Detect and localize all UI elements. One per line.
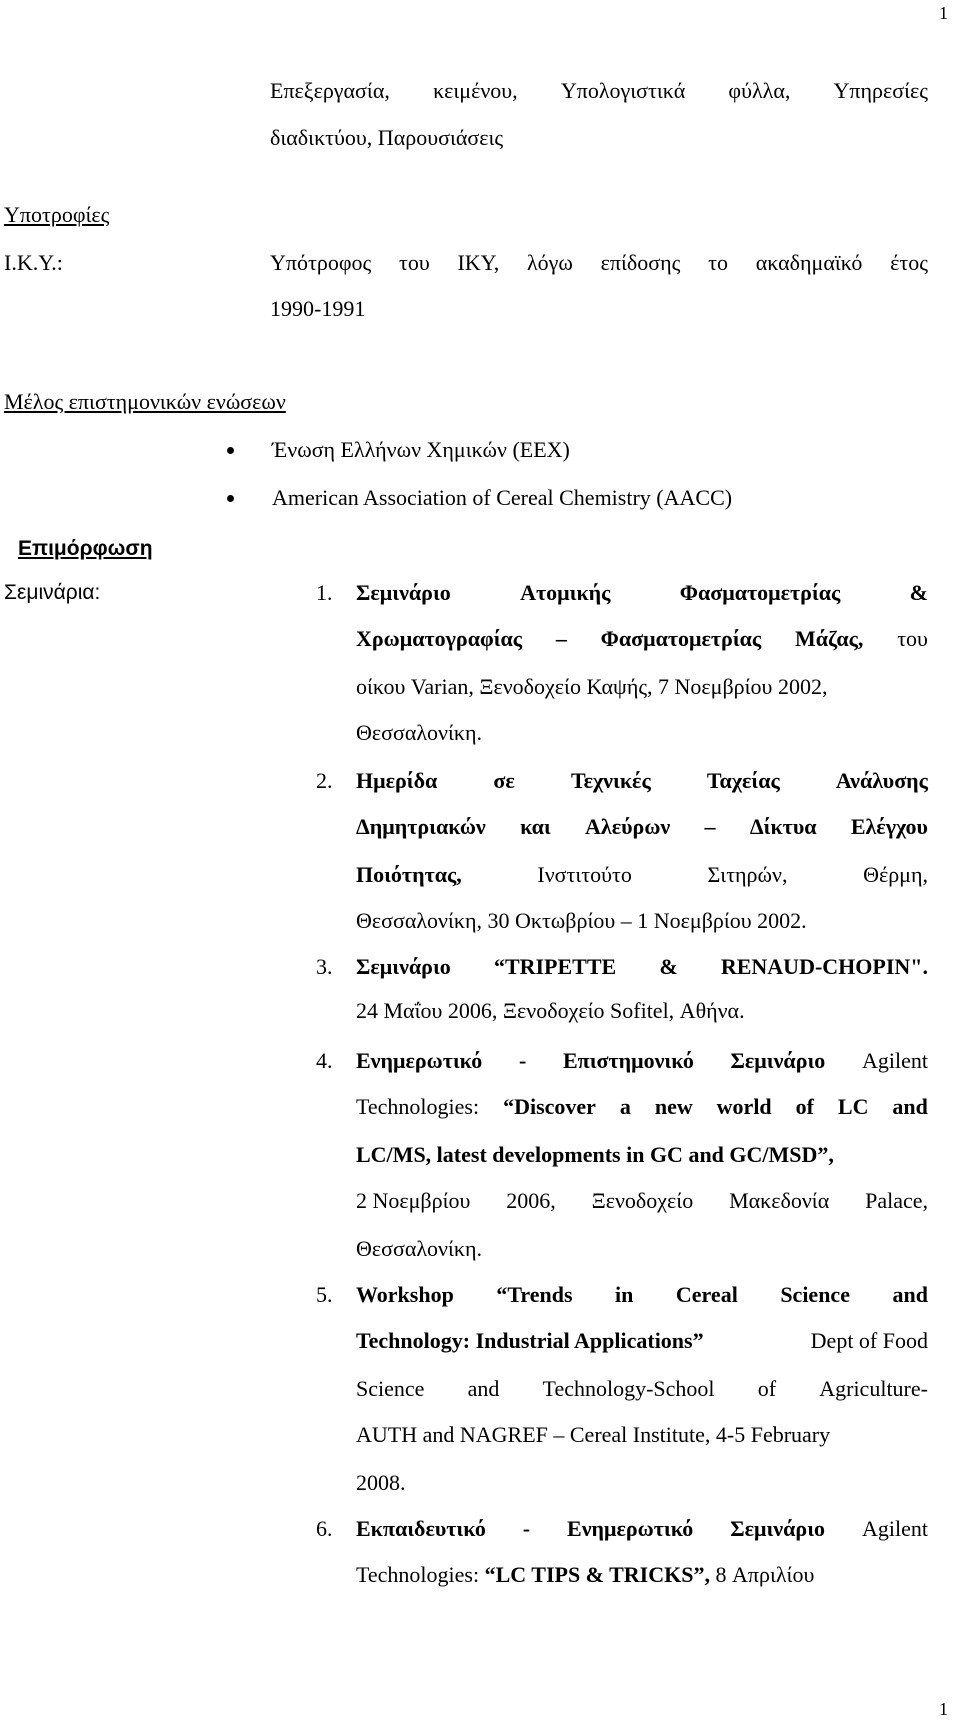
seminar-1-line-4: Θεσσαλονίκη. bbox=[356, 720, 482, 745]
seminar-6-line-2: Technologies: “LC TIPS & TRICKS”, 8 Απριλίου bbox=[356, 1562, 815, 1587]
iky-line-2: 1990-1991 bbox=[270, 296, 366, 321]
seminar-2-line-3: Ποιότητας, Ινστιτούτο Σιτηρών, Θέρμη, bbox=[356, 862, 928, 887]
item-number: 4. bbox=[316, 1048, 333, 1073]
seminar-1-line-1: Σεμινάριο Ατομικής Φασματομετρίας & bbox=[356, 580, 928, 605]
iky-line-1: Υπότροφος του ΙΚΥ, λόγω επίδοσης το ακαδημαϊκό έτος bbox=[270, 250, 928, 275]
training-heading: Επιμόρφωση bbox=[18, 537, 153, 560]
item-number: 2. bbox=[316, 768, 333, 793]
seminar-2-line-4: Θεσσαλονίκη, 30 Οκτωβρίου – 1 Νοεμβρίου 2002. bbox=[356, 908, 807, 933]
seminar-4-line-4: 2 Νοεμβρίου 2006, Ξενοδοχείο Μακεδονία Palace, bbox=[356, 1188, 928, 1213]
seminar-3-line-1: Σεμινάριο “TRIPETTE & RENAUD-CHOPIN". bbox=[356, 954, 928, 979]
seminar-4-line-5: Θεσσαλονίκη. bbox=[356, 1236, 482, 1261]
seminar-5-line-5: 2008. bbox=[356, 1470, 406, 1495]
seminars-label: Σεμινάρια: bbox=[4, 581, 101, 604]
skills-line-2: διαδικτύου, Παρουσιάσεις bbox=[270, 125, 504, 150]
scholarships-heading: Υποτροφίες bbox=[4, 202, 110, 227]
bullet-icon bbox=[227, 495, 234, 502]
seminar-3-line-2: 24 Μαΐου 2006, Ξενοδοχείο Sofitel, Αθήνα. bbox=[356, 998, 745, 1023]
skills-line-1: Επεξεργασία, κειμένου, Υπολογιστικά φύλλα, Υπηρεσίες bbox=[270, 78, 928, 103]
seminar-2-line-2: Δημητριακών και Αλεύρων – Δίκτυα Ελέγχου bbox=[356, 814, 928, 839]
seminar-5-line-3: Science and Technology-School of Agriculture- bbox=[356, 1376, 928, 1401]
seminar-5-line-4: AUTH and NAGREF – Cereal Institute, 4-5 February bbox=[356, 1422, 831, 1447]
seminar-4-line-2: Technologies: “Discover a new world of LC and bbox=[356, 1094, 928, 1119]
iky-label: I.K.Y.: bbox=[4, 250, 63, 275]
seminar-4-line-1: Ενημερωτικό - Επιστημονικό Σεμινάριο Agilent bbox=[356, 1048, 928, 1073]
seminar-1-line-3: οίκου Varian, Ξενοδοχείο Καψής, 7 Νοεμβρίου 2002, bbox=[356, 674, 828, 699]
bullet-icon bbox=[227, 447, 234, 454]
seminar-6-line-1: Εκπαιδευτικό - Ενημερωτικό Σεμινάριο Agilent bbox=[356, 1516, 928, 1541]
seminar-5-line-1: Workshop “Trends in Cereal Science and bbox=[356, 1282, 928, 1307]
seminar-5-line-2: Technology: Industrial Applications” Dept of Food bbox=[356, 1328, 928, 1353]
seminar-1-line-2: Χρωματογραφίας – Φασματομετρίας Μάζας, του bbox=[356, 626, 928, 651]
memberships-heading: Μέλος επιστημονικών ενώσεων bbox=[4, 389, 286, 414]
membership-item: Ένωση Ελλήνων Χημικών (ΕΕΧ) bbox=[272, 437, 570, 462]
page-number-bottom: 1 bbox=[939, 1699, 948, 1719]
item-number: 6. bbox=[316, 1516, 333, 1541]
membership-item: American Association of Cereal Chemistry (AACC) bbox=[272, 485, 733, 510]
seminar-2-line-1: Ημερίδα σε Τεχνικές Ταχείας Ανάλυσης bbox=[356, 768, 928, 793]
item-number: 1. bbox=[316, 580, 333, 605]
item-number: 5. bbox=[316, 1282, 333, 1307]
seminar-4-line-3: LC/MS, latest developments in GC and GC/MSD”, bbox=[356, 1142, 834, 1167]
page-number-top: 1 bbox=[939, 3, 948, 23]
item-number: 3. bbox=[316, 954, 333, 979]
